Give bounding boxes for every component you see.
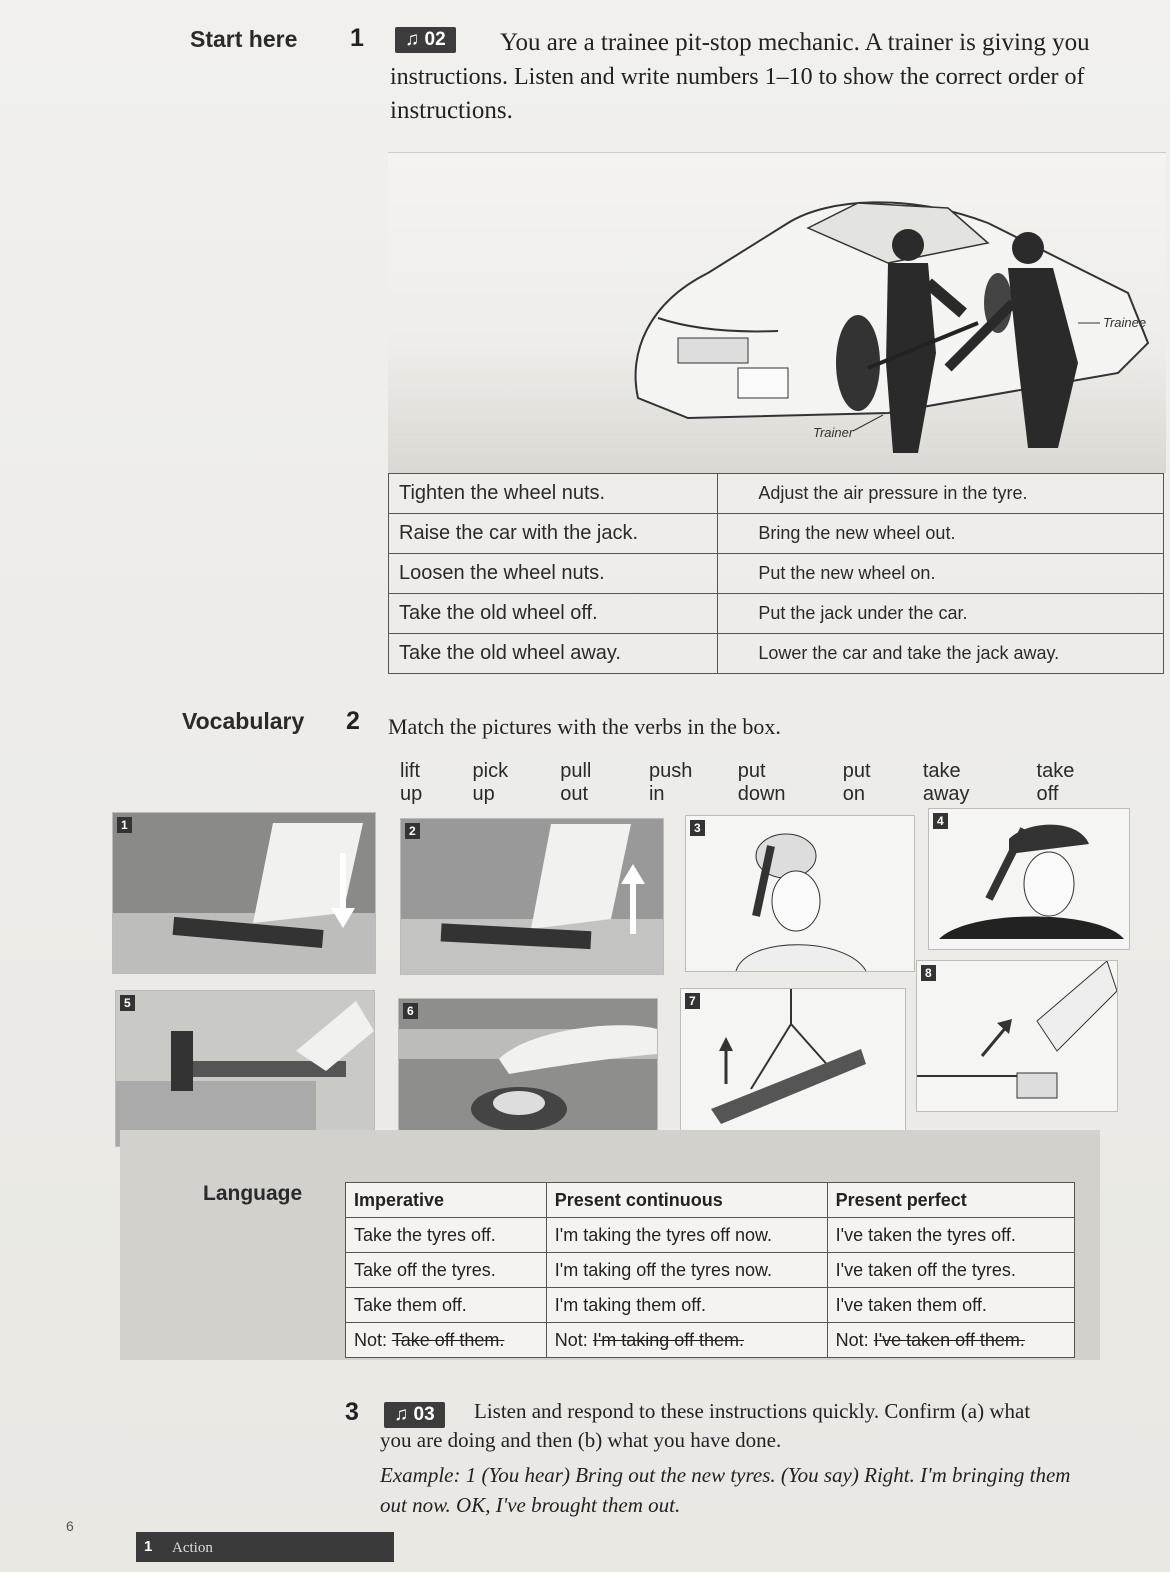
page-number: 6 xyxy=(66,1518,74,1534)
language-table xyxy=(345,1182,1075,1358)
man-putting-on-cap-illustration xyxy=(929,809,1129,949)
exercise-1-line-3: instructions. xyxy=(390,97,513,124)
trainee-label: Trainee xyxy=(1103,315,1147,330)
pick-up-pin-illustration xyxy=(917,961,1117,1111)
hammer-illustration xyxy=(116,991,374,1146)
exercise-1-number: 1 xyxy=(350,24,364,52)
track-number: 02 xyxy=(424,29,446,50)
audio-track-02 xyxy=(395,27,456,53)
instruction-steps-table xyxy=(388,473,1164,674)
step-left: Take the old wheel off. xyxy=(389,594,718,634)
verb-item: lift up xyxy=(400,760,423,805)
step-right: Adjust the air pressure in the tyre. xyxy=(718,474,1164,514)
step-right: Put the jack under the car. xyxy=(718,594,1164,634)
language-header: Present continuous xyxy=(546,1183,827,1218)
step-right: Lower the car and take the jack away. xyxy=(718,634,1164,674)
headphones-icon: ♫ xyxy=(394,1404,409,1425)
picture-8: 8 xyxy=(916,960,1118,1112)
steps-row xyxy=(389,594,1164,634)
incorrect-form: I'm taking off them. xyxy=(592,1329,744,1350)
picture-3: 3 xyxy=(685,815,915,972)
headphones-icon: ♫ xyxy=(405,29,420,50)
car-mechanics-drawing xyxy=(388,153,1166,473)
step-left: Take the old wheel away. xyxy=(389,634,718,674)
unit-footer-bar xyxy=(136,1532,394,1562)
not-label: Not: xyxy=(354,1329,388,1350)
picture-4: 4 xyxy=(928,808,1130,950)
wrench-up-illustration xyxy=(401,819,663,974)
language-row xyxy=(346,1218,1075,1253)
step-left: Tighten the wheel nuts. xyxy=(389,474,718,514)
language-not-cell xyxy=(346,1323,547,1358)
verb-box xyxy=(400,760,1100,806)
exercise-2-instruction: Match the pictures with the verbs in the box. xyxy=(388,714,781,739)
verb-item: pick up xyxy=(472,760,509,805)
section-label-vocabulary: Vocabulary xyxy=(182,708,305,734)
exercise-3-line-2: you are doing and then (b) what you have done. xyxy=(380,1428,782,1452)
unit-title: Action xyxy=(172,1540,213,1556)
step-right: Bring the new wheel out. xyxy=(718,514,1164,554)
exercise-1-line-2: instructions. Listen and write numbers 1–10 to show the correct order of xyxy=(390,64,1085,90)
exercise-3-line-1: Listen and respond to these instructions quickly. Confirm (a) what xyxy=(474,1399,1031,1423)
step-right: Put the new wheel on. xyxy=(718,554,1164,594)
picture-5: 5 xyxy=(115,990,375,1147)
picture-7: 7 xyxy=(680,988,906,1140)
section-label-start-here: Start here xyxy=(190,26,298,52)
exercise-3-example: Example: 1 (You hear) Bring out the new tyres. (You say) Right. I'm bringing them out now. OK, I've brought them out. xyxy=(380,1463,1071,1517)
man-removing-cap-illustration xyxy=(686,816,914,971)
steps-row xyxy=(389,554,1164,594)
verb-item: push in xyxy=(648,760,693,805)
exercise-2-number: 2 xyxy=(346,707,360,735)
language-cell: I've taken the tyres off. xyxy=(827,1218,1074,1253)
verb-item: take off xyxy=(1036,760,1075,805)
push-button-illustration xyxy=(399,999,657,1147)
language-not-row xyxy=(346,1323,1075,1358)
trainer-label: Trainer xyxy=(813,425,854,440)
not-label: Not: xyxy=(835,1329,869,1350)
language-header: Imperative xyxy=(346,1183,547,1218)
language-not-cell xyxy=(827,1323,1074,1358)
language-cell: Take them off. xyxy=(346,1288,547,1323)
incorrect-form: Take off them. xyxy=(391,1329,505,1350)
language-cell: I'm taking off the tyres now. xyxy=(546,1253,827,1288)
incorrect-form: I've taken off them. xyxy=(873,1329,1025,1350)
track-number: 03 xyxy=(413,1404,435,1425)
verb-item: take away xyxy=(922,760,970,805)
language-row xyxy=(346,1253,1075,1288)
section-label-language: Language xyxy=(203,1182,303,1205)
picture-6: 6 xyxy=(398,998,658,1148)
picture-2: 2 xyxy=(400,818,664,975)
step-left: Raise the car with the jack. xyxy=(389,514,718,554)
language-row xyxy=(346,1288,1075,1323)
language-not-cell xyxy=(546,1323,827,1358)
exercise-1-line-1: You are a trainee pit-stop mechanic. A trainer is giving you xyxy=(500,29,1090,56)
language-header-row xyxy=(346,1183,1075,1218)
language-header: Present perfect xyxy=(827,1183,1074,1218)
wrench-down-illustration xyxy=(113,813,375,973)
language-cell: I'm taking them off. xyxy=(546,1288,827,1323)
steps-row xyxy=(389,514,1164,554)
crane-lifting-beam-illustration xyxy=(681,989,905,1139)
language-cell: Take the tyres off. xyxy=(346,1218,547,1253)
verb-item: put down xyxy=(737,760,786,805)
exercise-3-number: 3 xyxy=(345,1398,359,1426)
pit-stop-illustration xyxy=(388,152,1166,473)
steps-row xyxy=(389,634,1164,674)
unit-number: 1 xyxy=(144,1538,153,1555)
not-label: Not: xyxy=(554,1329,588,1350)
language-cell: Take off the tyres. xyxy=(346,1253,547,1288)
language-cell: I've taken off the tyres. xyxy=(827,1253,1074,1288)
picture-1: 1 xyxy=(112,812,376,974)
steps-row xyxy=(389,474,1164,514)
verb-item: pull out xyxy=(560,760,592,805)
verb-item: put on xyxy=(842,760,871,805)
step-left: Loosen the wheel nuts. xyxy=(389,554,718,594)
language-cell: I'm taking the tyres off now. xyxy=(546,1218,827,1253)
language-cell: I've taken them off. xyxy=(827,1288,1074,1323)
